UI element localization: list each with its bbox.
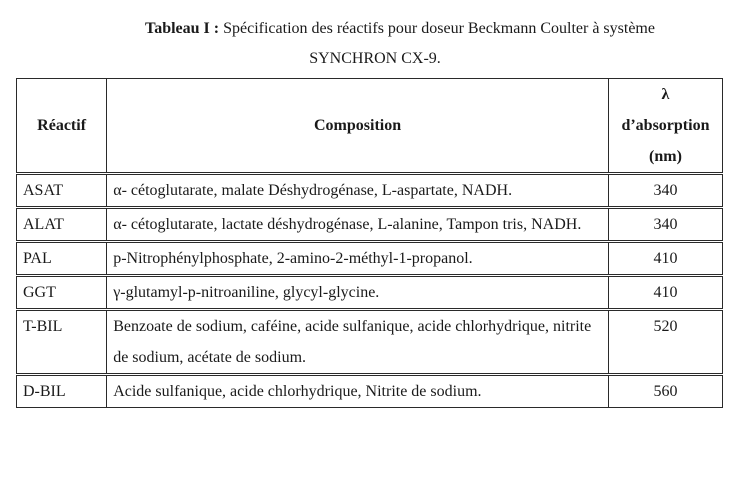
cell-reactif: GGT (17, 276, 107, 310)
header-absorption-label: d’absorption (621, 117, 710, 134)
header-absorption (608, 79, 722, 174)
table-row (17, 174, 723, 208)
cell-reactif: ASAT (17, 174, 107, 208)
cell-reactif: ALAT (17, 208, 107, 242)
table-row (17, 242, 723, 276)
cell-reactif: PAL (17, 242, 107, 276)
table-row (17, 208, 723, 242)
reagent-spec-table (16, 78, 723, 408)
table-caption (0, 14, 750, 74)
cell-reactif: D-BIL (17, 375, 107, 408)
cell-composition: α- cétoglutarate, malate Déshydrogénase, L-aspartate, NADH. (107, 174, 609, 208)
table-row (17, 276, 723, 310)
header-absorption-symbol: λ (661, 86, 670, 103)
caption-label: Tableau I : (145, 20, 220, 37)
cell-absorption: 410 (608, 276, 722, 310)
table-header-row (17, 79, 723, 174)
table-row (17, 310, 723, 375)
caption-text: Spécification des réactifs pour doseur Beckmann Coulter à système (219, 20, 655, 37)
cell-composition: p-Nitrophénylphosphate, 2-amino-2-méthyl-1-propanol. (107, 242, 609, 276)
cell-composition: γ-glutamyl-p-nitroaniline, glycyl-glycine. (107, 276, 609, 310)
header-absorption-unit: (nm) (649, 148, 682, 165)
caption-line-2: SYNCHRON CX-9. (309, 50, 441, 67)
cell-composition: Benzoate de sodium, caféine, acide sulfanique, acide chlorhydrique, nitrite de sodium, acétate de sodium. (107, 310, 609, 375)
cell-absorption: 560 (608, 375, 722, 408)
header-composition: Composition (107, 79, 609, 174)
cell-absorption: 340 (608, 208, 722, 242)
header-reactif: Réactif (17, 79, 107, 174)
cell-absorption: 520 (608, 310, 722, 375)
cell-composition: α- cétoglutarate, lactate déshydrogénase, L-alanine, Tampon tris, NADH. (107, 208, 609, 242)
cell-absorption: 340 (608, 174, 722, 208)
caption-line-1 (0, 14, 750, 44)
cell-reactif: T-BIL (17, 310, 107, 375)
cell-composition: Acide sulfanique, acide chlorhydrique, Nitrite de sodium. (107, 375, 609, 408)
cell-absorption: 410 (608, 242, 722, 276)
table-row (17, 375, 723, 408)
